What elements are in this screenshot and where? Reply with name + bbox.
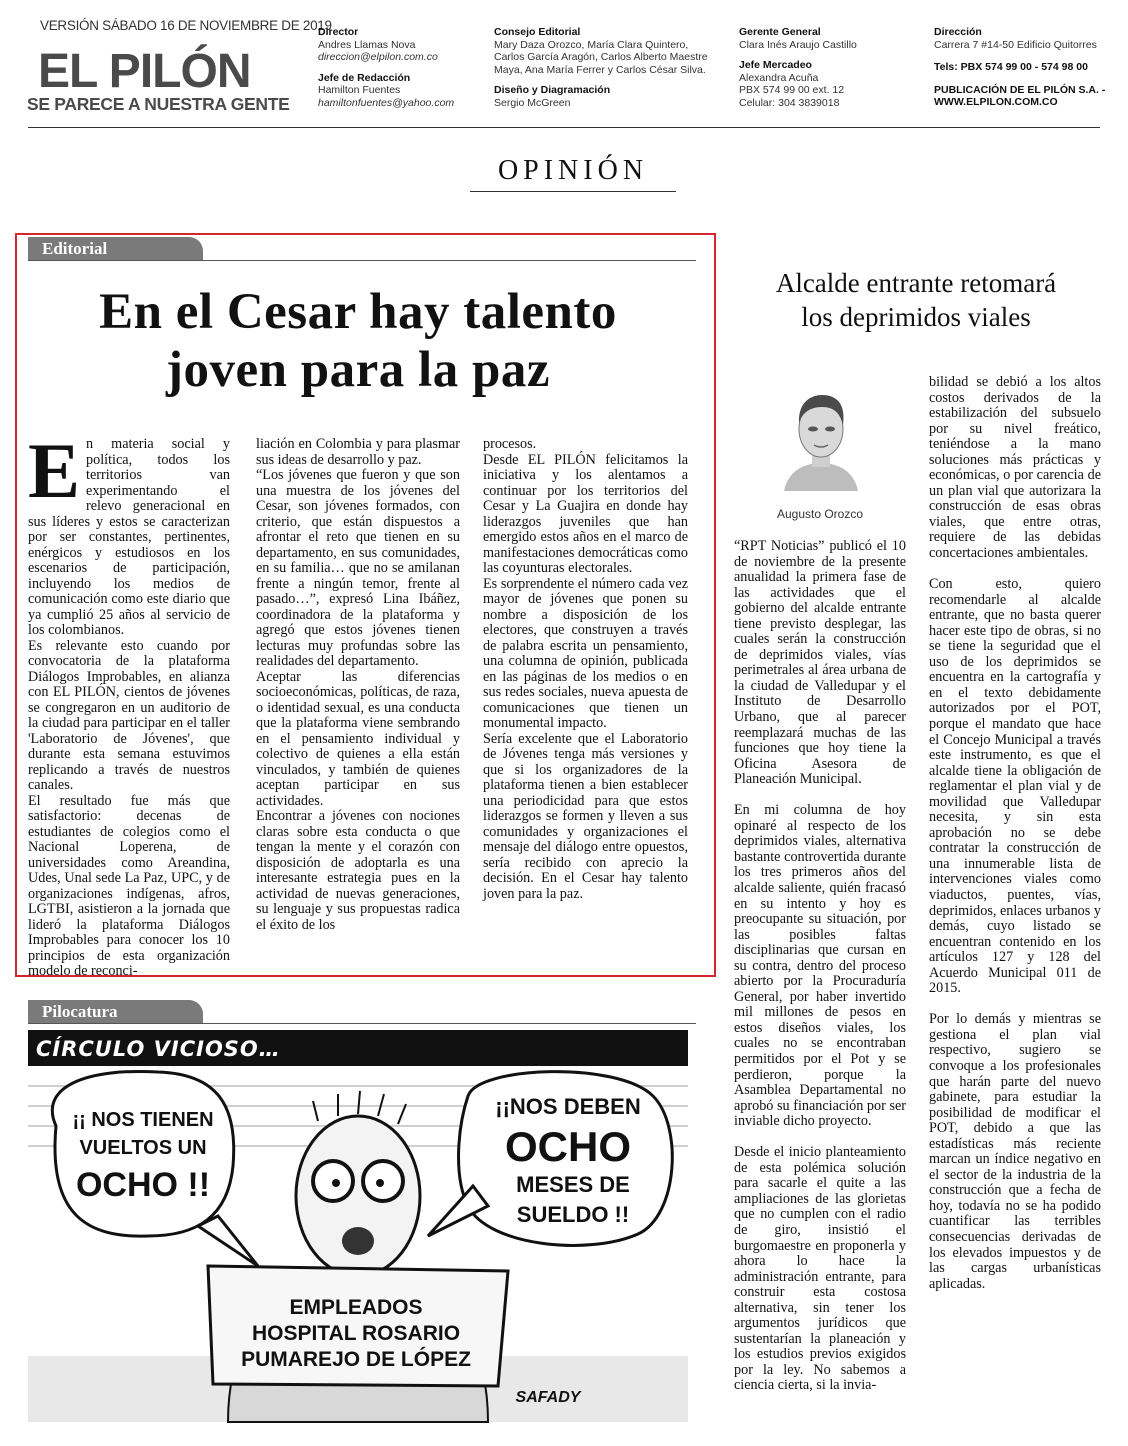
editorial-tab: Editorial <box>28 237 203 260</box>
publisher-url: WWW.ELPILON.COM.CO <box>934 96 1058 108</box>
editorial-column-2 <box>256 437 460 962</box>
staff-name: Mary Daza Orozco, María Clara Quintero, <box>494 38 689 51</box>
staff-consejo <box>494 26 734 109</box>
paragraph: Encontrar a jóvenes con nociones claras sobre esta conducta o que tengan la mente y el corazón con disposición de adoptarla es una interesante estrategia pues en la actividad de nuevas generaciones, su lenguaje y sus propuestas radica el éxito de los <box>256 808 460 933</box>
section-title: OPINIÓN <box>497 155 649 186</box>
bubble-text: ¡¡ NOS TIENEN <box>72 1109 214 1131</box>
paragraph: n materia social y política, todos los territorios van experimentando el relevo generacional en sus líderes y estos se caracterizan por ser constantes, pertinentes, enérgicos y estudiosos en los escenarios de participación, incluyendo los medios de comunicación como este diario que ya cumplió 25 años al servicio de los colombianos. <box>28 436 230 638</box>
author-name: Augusto Orozco <box>776 507 864 521</box>
staff-name: Hamilton Fuentes <box>318 84 401 96</box>
paragraph: Sería excelente que el Laboratorio de Jóvenes tenga más versiones y que si los organizadores de la plataforma tienen a bien establecer una periodicidad para que estos liderazgos se formen y lleven a sus comunidades y organizaciones el mensaje del diálogo entre opuestos, sería recibido con aprecio la decisión. En el Cesar hay talento joven para la paz. <box>483 730 688 902</box>
headline-line: Alcalde entrante retomará <box>775 268 1057 298</box>
address: Carrera 7 #14-50 Edificio Quitorres <box>934 38 1097 51</box>
drop-cap: E <box>28 427 81 514</box>
staff-phone: PBX 574 99 00 ext. 12 <box>739 84 845 96</box>
paragraph: Desde EL PILÓN felicitamos la iniciativa y los alentamos a continuar por los territorios del Cesar y La Guajira en donde hay liderazgos juveniles que han emergido estos años en el marco de manifestaciones democráticas como las coyunturas electorales. <box>483 451 688 576</box>
newspaper-tagline: SE PARECE A NUESTRA GENTE <box>27 94 290 114</box>
paragraph: procesos. <box>483 436 537 452</box>
cartoon-rule <box>28 1023 696 1024</box>
sign-text: EMPLEADOS <box>289 1296 423 1319</box>
staff-gerencia <box>739 26 919 109</box>
bubble-text: ¡¡NOS DEBEN <box>495 1094 641 1119</box>
staff-role: Director <box>318 26 359 38</box>
edition-date: VERSIÓN SÁBADO 16 DE NOVIEMBRE DE 2019 <box>40 18 332 33</box>
staff-email: hamiltonfuentes@yahoo.com <box>318 96 455 109</box>
masthead-divider <box>28 127 1100 128</box>
staff-role: Dirección <box>934 26 982 38</box>
paragraph: bilidad se debió a los altos costos derivados de la estabilización del subsuelo por su nivel freático, teniéndose a la mano soluciones más prácticas y económicas, o por carencia de un plan vial que autorizara la construcción de esas obras viales, que entre otras, requiere de las debidas concertaciones ambientales. <box>929 374 1101 562</box>
staff-phone: Celular: 304 3839018 <box>739 96 840 109</box>
paragraph: Es sorprendente el número cada vez mayor de jóvenes que ponen su nombre a disposición de los electores, que construyen a través de palabra escrita un pensamiento, una columna de opinión, publicada en las páginas de los medios o en sus redes sociales, nueva apuesta de comunicaciones que tienen un monumental impacto. <box>483 575 688 731</box>
cartoon-tab: Pilocatura <box>28 1000 203 1023</box>
editorial-column-1 <box>28 427 230 979</box>
staff-name: Alexandra Acuña <box>739 71 819 84</box>
headline-line: joven para la paz <box>166 342 550 398</box>
editorial-column-3 <box>483 437 688 962</box>
staff-role: Gerente General <box>739 26 821 38</box>
bubble-text: VUELTOS UN <box>79 1137 207 1159</box>
cartoon-illustration <box>28 1066 688 1422</box>
bubble-text: OCHO !! <box>75 1166 211 1204</box>
cartoonist-signature: SAFADY <box>515 1389 581 1406</box>
staff-name: Maya, Ana María Ferrer y Carlos César Silva. <box>494 63 706 76</box>
bubble-text: MESES DE <box>516 1172 630 1197</box>
newspaper-logo: EL PILÓN <box>38 45 251 98</box>
staff-name: Andres Llamas Nova <box>318 38 416 51</box>
staff-name: Carlos García Aragón, Carlos Alberto Maestre <box>494 51 708 63</box>
paragraph: “RPT Noticias” publicó el 10 de noviembre de la presente anualidad la primera fase de las actividades que el gobierno del alcalde entrante tiene previsto desplegar, las cuales serán la construcción de deprimidos viales, vías perimetrales al área urbana de la ciudad de Valledupar y el Instituto de Desarrollo Urbano, que al parecer reemplazará muchas de las funciones que hoy tiene la Oficina Asesora de Planeación Municipal. <box>734 538 906 788</box>
staff-direccion <box>934 26 1114 109</box>
sign-text: HOSPITAL ROSARIO <box>251 1322 461 1345</box>
staff-name: Clara Inés Araujo Castillo <box>739 38 857 51</box>
phones: Tels: PBX 574 99 00 - 574 98 00 <box>934 61 1088 73</box>
staff-role: Consejo Editorial <box>494 26 581 38</box>
paragraph: Aceptar las diferencias socioeconómicas, políticas, de raza, o identidad sexual, es una conducta que la plataforma viene sembrando en el pensamiento individual y colectivo de quienes a ella están vinculados, y también de quienes aceptan participar en sus actividades. <box>256 668 460 809</box>
paragraph: liación en Colombia y para plasmar sus ideas de desarrollo y paz. <box>256 436 460 468</box>
staff-role: Jefe Mercadeo <box>739 59 812 71</box>
cartoon-banner: CÍRCULO VICIOSO… <box>28 1030 688 1066</box>
paragraph: Desde el inicio planteamiento de esta polémica solución para sacarle el quite a las ampliaciones de las glorietas que no cumplen con el radio de giro, insistió el burgomaestre en proponerla y ahora lo hace la administración entrante, para construir esta costosa alternativa, sin tener los argumentos jurídicos que sustentarían la planeación y los estudios previos exigidos por la ley. No sabemos a ciencia cierta, si la invia- <box>734 1144 906 1394</box>
author-photo <box>778 383 864 491</box>
paragraph: Con esto, quiero recomendarle al alcalde entrante, que no basta querer hacer este tipo de obras, si no se tiene la seguridad que el uso de los deprimidos se encuentra en la cartografía y en el texto debidamente autorizados por el POT, porque el mandato que hace el Concejo Municipal a través este instrumento, es que el alcalde tiene la obligación de reglamentar el plan vial y de movilidad que Valledupar necesita, y sin esta aprobación no se debe contratar la construcción de una innumerable lista de intervenciones viales como viaductos, puentes, vías, deprimidos, enlaces urbanos y demás, cuyo listado se encuentran contenido en los artículos 127 y 128 del Acuerdo Municipal 011 de 2015. <box>929 576 1101 997</box>
editorial-headline <box>28 283 688 399</box>
paragraph: Por lo demás y mientras se gestiona el plan vial respectivo, sugiero se convoque a los profesionales que harán parte del nuevo gabinete, para estudiar la posibilidad de modificar el POT, debido a que las estadísticas más reciente marcan un índice negativo en el sector de la industria de la construcción que a fecha de hoy, todavía no se ha podido cuantificar las terribles consecuencias derivadas de los elevados impuestos y de las cargas urbanísticas aplicadas. <box>929 1011 1101 1292</box>
column-text-a <box>734 539 906 1426</box>
editorial-rule <box>28 260 696 261</box>
paragraph: Es relevante esto cuando por convocatoria de la plataforma Diálogos Improbables, en alianza con EL PILÓN, cientos de jóvenes se congregaron en un auditorio de la ciudad para participar en el taller 'Laboratorio de Jóvenes', que durante esta semana estuvimos replicando a través de nuestros canales. <box>28 637 230 793</box>
sign-text: PUMAREJO DE LÓPEZ <box>241 1348 471 1371</box>
bubble-text: SUELDO !! <box>516 1202 630 1227</box>
publisher: PUBLICACIÓN DE EL PILÓN S.A. - <box>934 83 1106 96</box>
staff-role: Diseño y Diagramación <box>494 84 611 96</box>
bubble-text: OCHO <box>505 1123 631 1170</box>
headline-line: los deprimidos viales <box>801 302 1031 332</box>
paragraph: En mi columna de hoy opinaré al respecto de los deprimidos viales, alternativa bastante controvertida durante los tres primeros años del alcalde saliente, quién fracasó en su intento y hoy es preocupante su situación, por las posibles faltas disciplinarias que cursan en su contra, dentro del proceso abierto por la Procuraduría General, por haber invertido mil millones de pesos en estos diseños viales, los cuales no se encontraban permitidos por el Pot y se perdieron, porque la Asamblea Departamental no aprobó su financiación por ser inviable dicho proyecto. <box>734 802 906 1130</box>
headline-line: En el Cesar hay talento <box>99 284 617 340</box>
staff-director <box>318 26 488 109</box>
section-underline <box>470 191 676 192</box>
staff-role: Jefe de Redacción <box>318 71 411 84</box>
column-text-b <box>929 375 1101 1305</box>
paragraph: El resultado fue más que satisfactorio: decenas de estudiantes de colegios como el Nacional Loperena, de universidades como Areandina, Udes, Unal sede La Paz, UPC, y de organizaciones indígenas, afros, LGTBI, asistieron a la jornada que lideró la plataforma Diálogos Improbables para conocer los 10 principios de esta organización modelo de reconci- <box>28 792 230 979</box>
staff-name: Sergio McGreen <box>494 96 571 109</box>
paragraph: “Los jóvenes que fueron y que son una muestra de los jóvenes del Cesar, son jóvenes formados, con criterio, que están dispuestos a afrontar el reto que tienen en su departamento, en sus comunidades, en su familia… que no se amilanan frente a ningún temor, frente al pasado…”, expresó Lina Ibáñez, coordinadora de la plataforma y agregó que estos jóvenes tienen lecturas muy profundas sobre las realidades del departamento. <box>256 467 460 669</box>
column-headline <box>726 266 1106 334</box>
staff-email: direccion@elpilon.com.co <box>318 51 438 63</box>
